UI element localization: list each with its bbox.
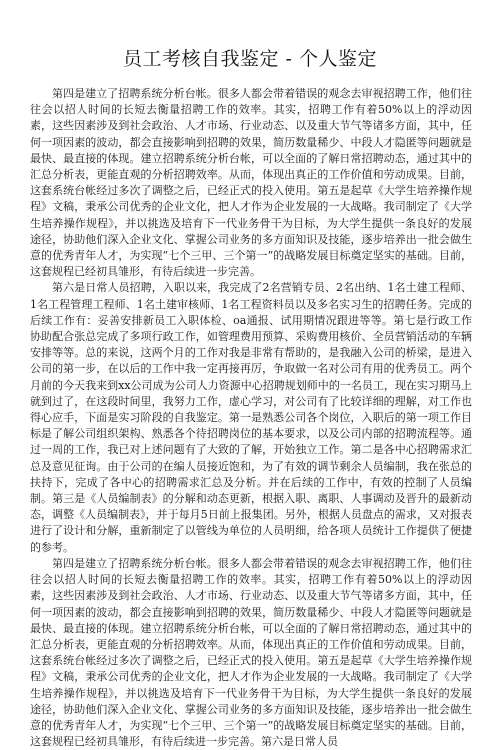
body-paragraph-1: 第四是建立了招聘系统分析台帐。很多人都会带着错误的观念去审视招聘工作，他们往往会以招人时间的长短去衡量招聘工作的效率。其实，招聘工作有着50%以上的浮动因素，这些因素涉及到社会政治、人才市场、行业动态、以及重大节气等诸多方面，其中，任何一项因素的波动，都会直接影响到招聘的效果，简历数量稀少、中段人才隐匿等问题就是最快、最直接的体现。建立招聘系统分析台帐，可以全面的了解日常招聘动态，通过其中的汇总分析表，更能直观的分析招聘效率。从而，体现出真正的工作价值和劳动成果。目前，这套系统台帐经过多次了调整之后，已经正式的投入使用。第五是起草《大学生培养操作规程》文稿，秉承公司优秀的企业文化，把人才作为企业发展的一大战略。我司制定了《大学生培养操作规程》，并以挑选及培育下一代业务骨干为目标，为大学生提供一条良好的发展途径，协助他们深入企业文化、掌握公司业务的多方面知识及技能，逐步培养出一批会做生意的优秀青年人才，为实现“七个三甲、三个第一”的战略发展目标奠定坚实的基础。目前，这套规程已经初具雏形，有待后续进一步完善。 bbox=[30, 87, 472, 279]
body-paragraph-3: 第四是建立了招聘系统分析台帐。很多人都会带着错误的观念去审视招聘工作，他们往往会以招人时间的长短去衡量招聘工作的效率。其实，招聘工作有着50%以上的浮动因素，这些因素涉及到社会政治、人才市场、行业动态、以及重大节气等诸多方面，其中，任何一项因素的波动，都会直接影响到招聘的效果，简历数量稀少、中段人才隐匿等问题就是最快、最直接的体现。建立招聘系统分析台帐，可以全面的了解日常招聘动态，通过其中的汇总分析表，更能直观的分析招聘效率。从而，体现出真正的工作价值和劳动成果。目前，这套系统台帐经过多次了调整之后，已经正式的投入使用。第五是起草《大学生培养操作规程》文稿，秉承公司优秀的企业文化，把人才作为企业发展的一大战略。我司制定了《大学生培养操作规程》，并以挑选及培育下一代业务骨干为目标，为大学生提供一条良好的发展途径，协助他们深入企业文化、掌握公司业务的多方面知识及技能，逐步培养出一批会做生意的优秀青年人才，为实现“七个三甲、三个第一”的战略发展目标奠定坚实的基础。目前，这套规程已经初具雏形，有待后续进一步完善。第六是日常人员 bbox=[30, 556, 472, 749]
document-body bbox=[30, 86, 472, 750]
document-title: 员工考核自我鉴定 - 个人鉴定 bbox=[123, 48, 377, 70]
body-paragraph-2: 第六是日常人员招聘，入职以来，我完成了2名营销专员、2名出纳、1名土建工程师、1名工程管理工程师、1名土建审核师、1名工程资料员以及多名实习生的招聘任务。完成的后续工作有：妥善安排新员工入职体检、oa通报、试用期情况跟进等等。第七是行政工作协助配合张总完成了多项行政工作，如管理费用预算、采购费用核价、全员营销活动的车辆安排等等。总的来说，这两个月的工作对我是非常有帮助的，是我融入公司的桥梁，是进入公司的第一步，在以后的工作中我一定再接再厉，争取做一名对公司有用的优秀员工。两个月前的今天我来到xx公司成为公司人力资源中心招聘规划师中的一名员工，现在实习期马上就到过了，在这段时间里，我努力工作，虚心学习，对公司有了比较详细的理解，对工作也得心应手，下面是实习阶段的自我鉴定。第一是熟悉公司各个岗位，入职后的第一项工作目标是了解公司组织架构、熟悉各个待招聘岗位的基本要求，以及公司内部的招聘流程等。通过一周的工作，我已对上述问题有了大致的了解，开始独立工作。第二是各中心招聘需求汇总及意见征询。由于公司的在编人员接近饱和，为了有效的调节剩余人员编制，我在张总的扶持下，完成了各中心的招聘需求汇总及分析。并在后续的工作中，有效的控制了人员编制。第三是《人员编制表》的分解和动态更新，根据入职、离职、人事调动及晋升的最新动态，调整《人员编制表》，并于每月5日前上报集团。另外，根据人员盘点的需求，又对报表进行了设计和分解，重新制定了以管线为单位的人员明细，给各项人员统计工作提供了便捷的参考。 bbox=[30, 281, 472, 554]
